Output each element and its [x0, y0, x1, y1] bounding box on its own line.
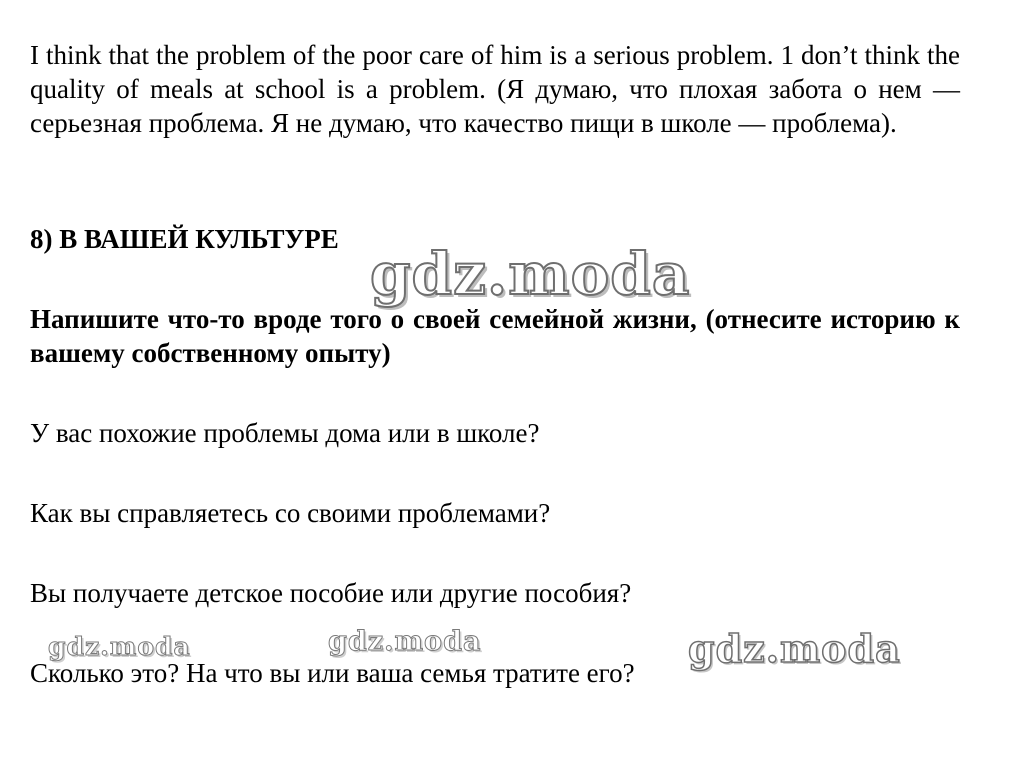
section-heading: 8) В ВАШЕЙ КУЛЬТУРЕ [30, 224, 339, 254]
watermark-small-right: gdz.moda [688, 626, 901, 671]
question-3: Вы получаете детское пособие или другие пособия? [30, 578, 632, 608]
question-2: Как вы справляетесь со своими проблемами? [30, 498, 551, 528]
watermark-small-center: gdz.moda [328, 626, 482, 657]
question-1: У вас похожие проблемы дома или в школе? [30, 418, 540, 448]
watermark-large: gdz.moda [370, 240, 691, 308]
intro-paragraph: I think that the problem of the poor care of him is a serious problem. 1 don’t think the quality of meals at school is a problem. (Я думаю, что плохая забота о нем — серьезная проблема. Я не думаю, что качество пищи в школе — проблема). [30, 40, 960, 138]
watermark-small-left: gdz.moda [48, 632, 191, 661]
question-4: Сколько это? На что вы или ваша семья тратите его? [30, 658, 635, 688]
instruction-paragraph: Напишите что-то вроде того о своей семейной жизни, (отнесите историю к вашему собственному опыту) [30, 304, 960, 368]
